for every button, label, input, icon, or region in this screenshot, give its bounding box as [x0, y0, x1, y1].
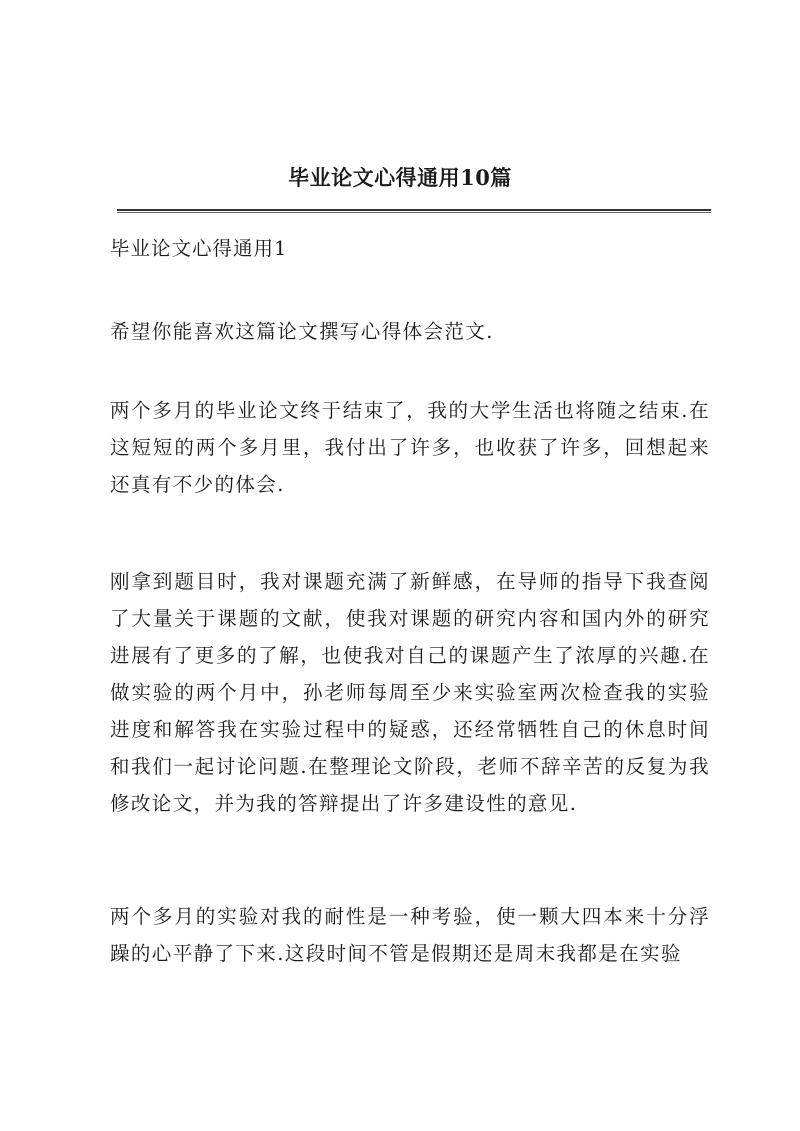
document-title: 毕业论文心得通用10篇	[288, 165, 512, 190]
paragraph-body: 两个多月的实验对我的耐性是一种考验，使一颗大四本来十分浮躁的心平静了下来.这段时间不管是假期还是周末我都是在实验	[110, 905, 710, 965]
paragraph-intro: 希望你能喜欢这篇论文撰写心得体会范文.	[110, 320, 494, 343]
section-heading: 毕业论文心得通用1	[110, 237, 288, 260]
paragraph-body: 刚拿到题目时，我对课题充满了新鲜感，在导师的指导下我查阅了大量关于课题的文献，使我对课题的研究内容和国内外的研究进展有了更多的了解，也使我对自己的课题产生了浓厚的兴趣.在做实验的两个月中，孙老师每周至少来实验室两次检查我的实验进度和解答我在实验过程中的疑惑，还经常牺牲自己的休息时间和我们一起讨论问题.在整理论文阶段，老师不辞辛苦的反复为我修改论文，并为我的答辩提出了许多建设性的意见.	[110, 570, 710, 815]
title-divider	[117, 209, 711, 213]
paragraph-body: 两个多月的毕业论文终于结束了，我的大学生活也将随之结束.在这短短的两个多月里，我付出了许多，也收获了许多，回想起来还真有不少的体会.	[110, 399, 710, 496]
